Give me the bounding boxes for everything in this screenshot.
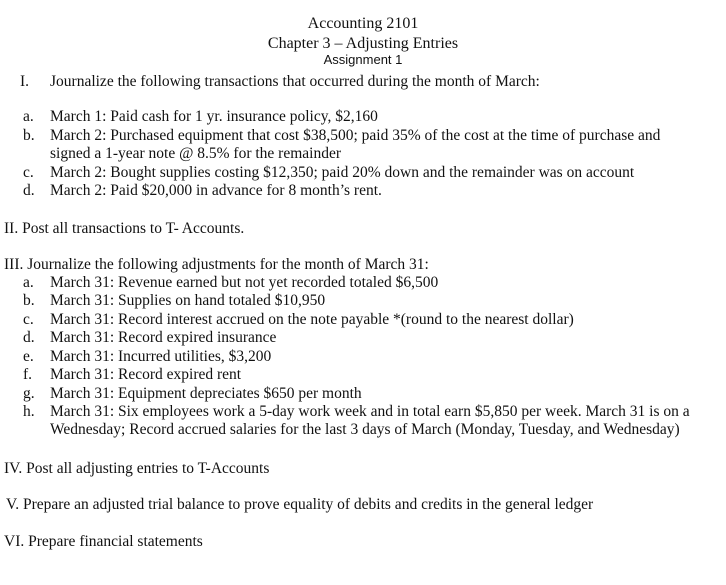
section-4: IV. Post all adjusting entries to T-Accounts <box>4 460 270 477</box>
item-label: c. <box>23 311 34 328</box>
item-label: b. <box>23 292 35 309</box>
course-title: Accounting 2101 <box>307 15 419 32</box>
item-label: d. <box>23 182 35 199</box>
section-1-heading: Journalize the following transactions that occurred during the month of March: <box>50 73 540 90</box>
section-6: VI. Prepare financial statements <box>4 533 203 550</box>
item-text: March 2: Bought supplies costing $12,350; paid 20% down and the remainder was on account <box>50 164 635 181</box>
item-text: March 31: Incurred utilities, $3,200 <box>50 348 272 365</box>
item-label: f. <box>23 366 33 383</box>
item-label: d. <box>23 329 35 346</box>
item-label: a. <box>23 274 34 291</box>
item-text: March 31: Record interest accrued on the note payable *(round to the nearest dollar) <box>50 311 574 328</box>
section-1-numeral: I. <box>20 73 30 90</box>
item-text: March 31: Six employees work a 5-day work week and in total earn $5,850 per week. March 31 is on a <box>50 403 690 420</box>
item-text: March 2: Paid $20,000 in advance for 8 month’s rent. <box>50 182 382 199</box>
item-label: b. <box>23 127 35 144</box>
item-text: March 31: Supplies on hand totaled $10,950 <box>50 292 326 309</box>
section-5: V. Prepare an adjusted trial balance to prove equality of debits and credits in the general ledger <box>6 496 594 513</box>
item-label: h. <box>23 403 35 420</box>
item-text: March 1: Paid cash for 1 yr. insurance policy, $2,160 <box>50 108 378 125</box>
chapter-title: Chapter 3 – Adjusting Entries <box>267 35 459 52</box>
section-3-heading: III. Journalize the following adjustments for the month of March 31: <box>4 256 429 273</box>
item-text-continued: signed a 1-year note @ 8.5% for the remainder <box>50 145 342 162</box>
item-label: e. <box>23 348 34 365</box>
item-label: g. <box>23 385 35 402</box>
item-text: March 31: Revenue earned but not yet recorded totaled $6,500 <box>50 274 439 291</box>
item-text: March 2: Purchased equipment that cost $38,500; paid 35% of the cost at the time of purchase and <box>50 127 661 144</box>
item-text: March 31: Record expired rent <box>50 366 242 383</box>
assignment-title: Assignment 1 <box>323 52 403 67</box>
section-2: II. Post all transactions to T- Accounts. <box>4 220 245 237</box>
item-text: March 31: Equipment depreciates $650 per month <box>50 385 362 402</box>
item-label: a. <box>23 108 34 125</box>
item-text-continued: Wednesday; Record accrued salaries for the last 3 days of March (Monday, Tuesday, and Wednesday) <box>50 421 680 438</box>
item-label: c. <box>23 164 34 181</box>
item-text: March 31: Record expired insurance <box>50 329 277 346</box>
